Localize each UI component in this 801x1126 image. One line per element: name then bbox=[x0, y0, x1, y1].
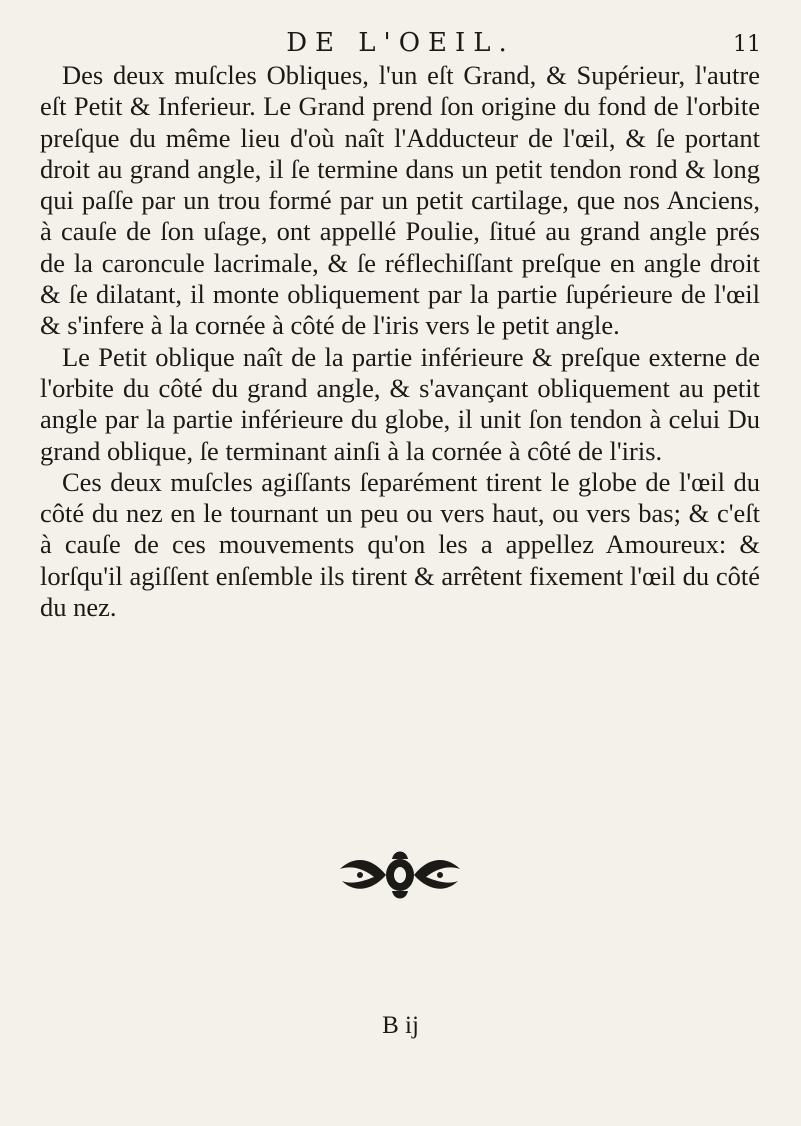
paragraph: Le Petit oblique naît de la partie inférieure & preſque externe de l'orbite du côté du grand angle, & s'avançant obliquement au petit angle par la partie inférieure du globe, il unit ſon tendon à celui Du grand oblique, ſe terminant ainſi à la cornée à côté de l'iris. bbox=[40, 341, 760, 466]
paragraph: Ces deux muſcles agiſſants ſeparément tirent le globe de l'œil du côté du nez en le tournant un peu ou vers haut, ou vers bas; & c'eſt à cauſe de ces mouvements qu'on les a appellez Amoureux: & lorſqu'il agiſſent enſemble ils tirent & arrêtent fixement l'œil du côté du nez. bbox=[40, 466, 760, 623]
running-title: DE L'OEIL. bbox=[286, 28, 515, 58]
page-number: 11 bbox=[733, 32, 761, 57]
fleuron-ornament-icon bbox=[330, 845, 470, 905]
signature-mark: B ij bbox=[382, 1012, 419, 1039]
paragraph: Des deux muſcles Obliques, l'un eſt Grand, & Supérieur, l'autre eſt Petit & Inferieur. Le Grand prend ſon origine du fond de l'orbite preſque du même lieu d'où naît l'Adducteur de l'œil, & ſe portant droit au grand angle, il ſe termine dans un petit tendon rond & long qui paſſe par un trou formé par un petit cartilage, que nos Anciens, à cauſe de ſon uſage, ont appellé Poulie, ſitué au grand angle prés de la caroncule lacrimale, & ſe réflechiſſant preſque en angle droit & ſe dilatant, il monte obliquement par la partie ſupérieure de l'œil & s'infere à la cornée à côté de l'iris vers le petit angle. bbox=[40, 60, 760, 341]
body-text bbox=[40, 60, 760, 623]
running-head bbox=[0, 24, 801, 64]
